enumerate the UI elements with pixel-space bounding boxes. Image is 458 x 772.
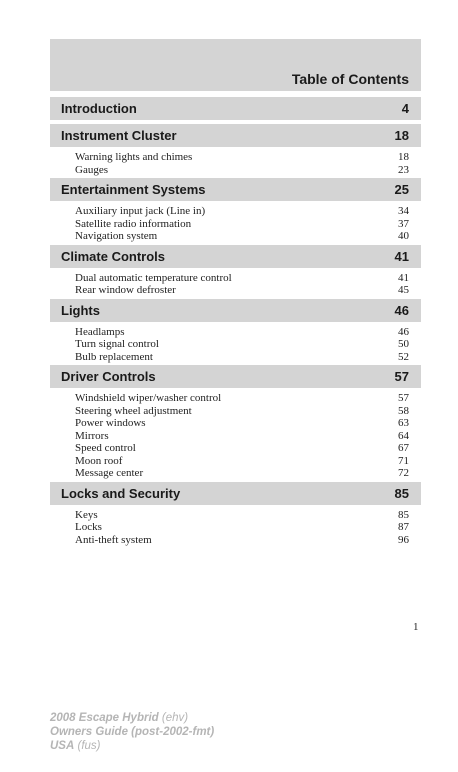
entry-label: Keys: [75, 508, 98, 521]
toc-entry[interactable]: [75, 417, 409, 430]
entry-page: 63: [398, 417, 409, 429]
footer-model-code: (ehv): [161, 712, 189, 724]
toc-section-heading[interactable]: [50, 178, 421, 201]
toc-section-heading[interactable]: [50, 245, 421, 268]
entry-page: 71: [398, 454, 409, 467]
entry-page: 64: [398, 429, 409, 442]
entry-label: Auxiliary input jack (Line in): [75, 205, 206, 217]
entry-page: 52: [398, 350, 409, 363]
section-page: 46: [394, 302, 409, 318]
toc-entry[interactable]: [75, 455, 409, 468]
entry-label: Warning lights and chimes: [75, 151, 193, 163]
section-title: Lights: [61, 302, 100, 318]
page-title: Table of Contents: [291, 71, 409, 87]
toc-subsection-list: [50, 505, 421, 549]
toc-entry[interactable]: [75, 218, 409, 231]
toc-entry[interactable]: [75, 521, 409, 534]
entry-page: 67: [398, 442, 409, 454]
toc-entry[interactable]: [75, 272, 409, 285]
section-title: Driver Controls: [61, 369, 156, 384]
page-number: 1: [413, 621, 419, 633]
table-of-contents: [50, 97, 421, 548]
entry-label: Steering wheel adjustment: [75, 404, 192, 417]
entry-label: Speed control: [75, 442, 136, 454]
footer-line-3: [50, 739, 214, 753]
entry-label: Locks: [75, 521, 102, 533]
toc-entry[interactable]: [75, 392, 409, 405]
entry-label: Turn signal control: [75, 338, 159, 350]
entry-page: 85: [398, 508, 409, 521]
toc-entry[interactable]: [75, 338, 409, 351]
toc-entry[interactable]: [75, 164, 409, 177]
entry-page: 41: [398, 271, 409, 284]
entry-label: Windshield wiper/washer control: [75, 392, 222, 404]
section-title: Entertainment Systems: [61, 182, 206, 197]
entry-label: Satellite radio information: [75, 217, 192, 230]
entry-page: 37: [398, 217, 409, 230]
section-title: Locks and Security: [61, 485, 181, 501]
toc-subsection-list: [50, 388, 421, 482]
footer-market: USA: [50, 740, 75, 752]
section-page: 18: [394, 128, 409, 143]
entry-page: 23: [398, 163, 409, 176]
entry-label: Navigation system: [75, 230, 158, 242]
toc-subsection-list: [50, 147, 421, 178]
entry-page: 45: [398, 284, 409, 296]
toc-entry[interactable]: [75, 430, 409, 443]
entry-label: Bulb replacement: [75, 350, 153, 363]
footer-line-2: [50, 725, 214, 739]
toc-entry[interactable]: [75, 509, 409, 522]
toc-entry[interactable]: [75, 405, 409, 418]
entry-label: Message center: [75, 467, 144, 479]
entry-label: Power windows: [75, 417, 146, 429]
toc-entry[interactable]: [75, 205, 409, 218]
section-page: 4: [401, 101, 409, 116]
header-band: [50, 39, 421, 91]
section-title: Instrument Cluster: [61, 128, 177, 143]
entry-label: Headlamps: [75, 325, 125, 338]
entry-page: 58: [398, 404, 409, 417]
entry-page: 96: [398, 533, 409, 546]
entry-label: Gauges: [75, 163, 108, 176]
toc-entry[interactable]: [75, 151, 409, 164]
toc-section-heading[interactable]: [50, 97, 421, 120]
entry-label: Anti-theft system: [75, 533, 152, 546]
toc-entry[interactable]: [75, 230, 409, 243]
footer-model: 2008 Escape Hybrid: [50, 712, 159, 724]
entry-label: Dual automatic temperature control: [75, 271, 232, 284]
toc-entry[interactable]: [75, 284, 409, 297]
section-page: 25: [394, 182, 409, 197]
entry-page: 72: [398, 467, 409, 479]
footer-market-code: (fus): [77, 740, 101, 752]
toc-section-heading[interactable]: [50, 365, 421, 388]
entry-page: 87: [398, 521, 409, 533]
footer-guide: Owners Guide (post-2002-fmt): [50, 726, 215, 738]
entry-label: Rear window defroster: [75, 284, 176, 296]
toc-section-heading[interactable]: [50, 482, 421, 505]
toc-entry[interactable]: [75, 467, 409, 480]
entry-page: 18: [398, 151, 409, 163]
toc-entry[interactable]: [75, 326, 409, 339]
toc-section-heading[interactable]: [50, 299, 421, 322]
section-page: 41: [394, 248, 409, 264]
section-page: 85: [394, 485, 409, 501]
toc-subsection-list: [50, 268, 421, 299]
toc-subsection-list: [50, 322, 421, 366]
section-page: 57: [394, 369, 409, 384]
section-title: Climate Controls: [61, 248, 166, 264]
entry-label: Mirrors: [75, 429, 109, 442]
section-title: Introduction: [61, 101, 137, 116]
entry-page: 57: [398, 392, 409, 404]
toc-section-heading[interactable]: [50, 124, 421, 147]
entry-page: 40: [398, 230, 409, 242]
entry-label: Moon roof: [75, 454, 123, 467]
document-footer: [50, 711, 214, 753]
toc-entry[interactable]: [75, 534, 409, 547]
toc-entry[interactable]: [75, 351, 409, 364]
entry-page: 34: [398, 205, 409, 217]
footer-line-1: [50, 711, 214, 725]
entry-page: 46: [398, 325, 409, 338]
toc-subsection-list: [50, 201, 421, 245]
toc-entry[interactable]: [75, 442, 409, 455]
entry-page: 50: [398, 338, 409, 350]
